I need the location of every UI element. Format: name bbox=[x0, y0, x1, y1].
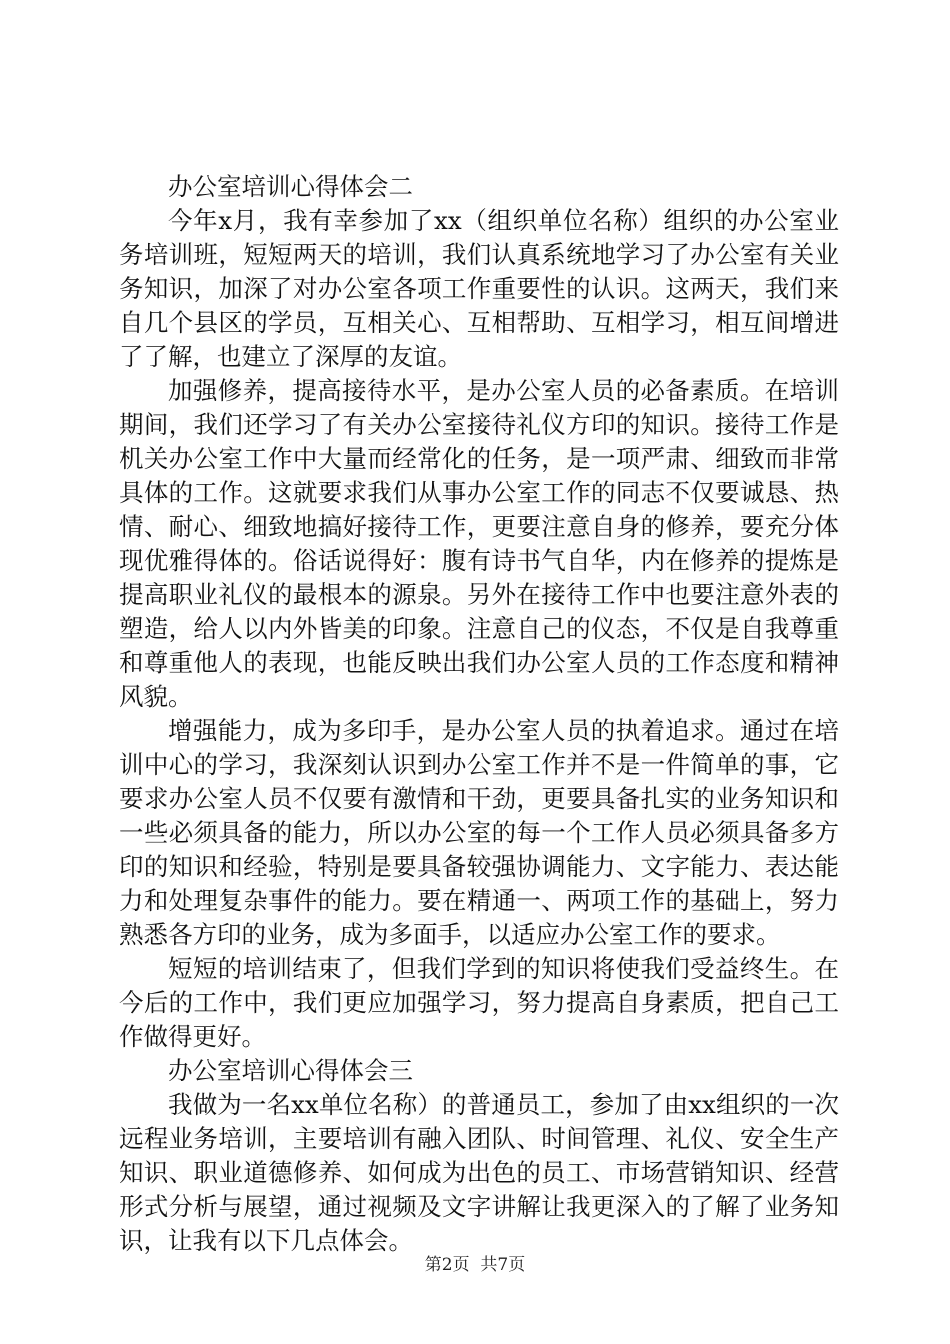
paragraph: 增强能力，成为多印手，是办公室人员的执着追求。通过在培训中心的学习，我深刻认识到办公室工作并不是一件简单的事，它要求办公室人员不仅要有激情和干劲，更要具备扎实的业务知识和一些必须具备的能力，所以办公室的每一个工作人员必须具备多方印的知识和经验，特别是要具备较强协调能力、文字能力、表达能力和处理复杂事件的能力。要在精通一、两项工作的基础上，努力熟悉各方印的业务，成为多面手，以适应办公室工作的要求。 bbox=[119, 716, 839, 949]
paragraph: 今年x月，我有幸参加了xx（组织单位名称）组织的办公室业务培训班，短短两天的培训，我们认真系统地学习了办公室有关业务知识，加深了对办公室各项工作重要性的认识。这两天，我们来自几个县区的学员，互相关心、互相帮助、互相学习，相互间增进了了解，也建立了深厚的友谊。 bbox=[119, 206, 839, 371]
document-body bbox=[119, 170, 839, 1258]
section-3-title: 办公室培训心得体会三 bbox=[168, 1056, 413, 1085]
section-2-title: 办公室培训心得体会二 bbox=[168, 172, 413, 201]
paragraph: 短短的培训结束了，但我们学到的知识将使我们受益终生。在今后的工作中，我们更应加强学习，努力提高自身素质，把自己工作做得更好。 bbox=[119, 954, 839, 1051]
paragraph: 加强修养，提高接待水平，是办公室人员的必备素质。在培训期间，我们还学习了有关办公室接待礼仪方印的知识。接待工作是机关办公室工作中大量而经常化的任务，是一项严肃、细致而非常具体的工作。这就要求我们从事办公室工作的同志不仅要诚恳、热情、耐心、细致地搞好接待工作，更要注意自身的修养，要充分体现优雅得体的。俗话说得好：腹有诗书气自华，内在修养的提炼是提高职业礼仪的最根本的源泉。另外在接待工作中也要注意外表的塑造，给人以内外皆美的印象。注意自己的仪态，不仅是自我尊重和尊重他人的表现，也能反映出我们办公室人员的工作态度和精神风貌。 bbox=[119, 376, 839, 711]
page-number: 第2页 共7页 bbox=[424, 1255, 526, 1275]
page-footer bbox=[0, 1250, 950, 1275]
paragraph: 我做为一名xx单位名称）的普通员工，参加了由xx组织的一次远程业务培训，主要培训有融入团队、时间管理、礼仪、安全生产知识、职业道德修养、如何成为出色的员工、市场营销知识、经营形式分析与展望，通过视频及文字讲解让我更深入的了解了业务知识，让我有以下几点体会。 bbox=[119, 1090, 839, 1255]
